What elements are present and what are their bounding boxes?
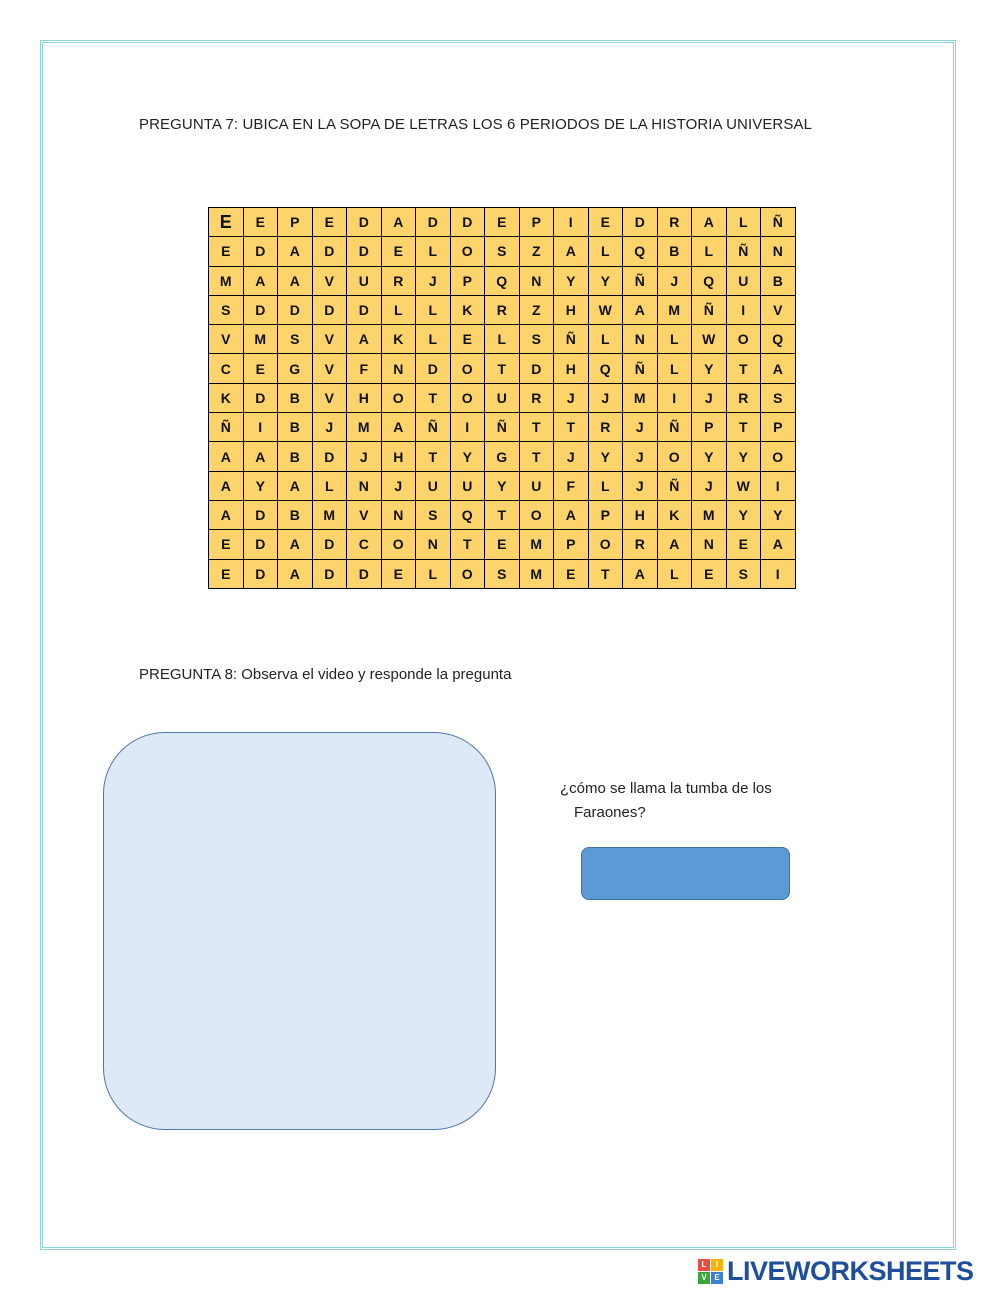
grid-cell[interactable]: Y	[761, 500, 796, 529]
grid-row	[209, 442, 796, 471]
grid-cell[interactable]: K	[209, 383, 244, 412]
grid-cell[interactable]: P	[278, 208, 313, 237]
grid-cell[interactable]: Y	[450, 442, 485, 471]
brand-name: LIVEWORKSHEETS	[727, 1255, 974, 1286]
grid-cell[interactable]: Ñ	[657, 413, 692, 442]
grid-cell[interactable]: M	[347, 413, 382, 442]
grid-cell[interactable]: E	[588, 208, 623, 237]
grid-cell[interactable]: Y	[588, 266, 623, 295]
grid-cell[interactable]: O	[450, 559, 485, 588]
grid-cell[interactable]: Z	[519, 237, 554, 266]
grid-cell[interactable]: Q	[485, 266, 520, 295]
grid-cell[interactable]: J	[623, 413, 658, 442]
grid-cell[interactable]: R	[588, 413, 623, 442]
grid-cell[interactable]: B	[657, 237, 692, 266]
grid-cell[interactable]: S	[278, 325, 313, 354]
grid-row	[209, 413, 796, 442]
grid-cell[interactable]: D	[243, 383, 278, 412]
grid-cell[interactable]: A	[209, 442, 244, 471]
grid-cell[interactable]: A	[209, 500, 244, 529]
grid-cell[interactable]: N	[623, 325, 658, 354]
grid-cell[interactable]: V	[209, 325, 244, 354]
grid-cell[interactable]: E	[381, 559, 416, 588]
grid-cell[interactable]: G	[485, 442, 520, 471]
grid-cell[interactable]: D	[278, 295, 313, 324]
grid-cell[interactable]: I	[726, 295, 761, 324]
grid-cell[interactable]: D	[243, 295, 278, 324]
grid-cell[interactable]: L	[312, 471, 347, 500]
grid-cell[interactable]: Ñ	[485, 413, 520, 442]
grid-cell[interactable]: L	[726, 208, 761, 237]
grid-cell[interactable]: A	[554, 237, 589, 266]
grid-cell[interactable]: N	[416, 530, 451, 559]
grid-cell[interactable]: Y	[692, 354, 727, 383]
question-line-1: ¿cómo se llama la tumba de los	[560, 780, 772, 797]
grid-cell[interactable]: Q	[692, 266, 727, 295]
grid-cell[interactable]: O	[588, 530, 623, 559]
grid-cell[interactable]: Q	[761, 325, 796, 354]
grid-cell[interactable]: W	[588, 295, 623, 324]
grid-cell[interactable]: L	[416, 295, 451, 324]
grid-cell[interactable]: B	[761, 266, 796, 295]
grid-cell[interactable]: I	[761, 559, 796, 588]
grid-cell[interactable]: A	[623, 295, 658, 324]
liveworksheets-brand	[698, 1254, 974, 1288]
grid-cell[interactable]: A	[243, 266, 278, 295]
grid-row	[209, 530, 796, 559]
grid-cell[interactable]: T	[554, 413, 589, 442]
grid-cell[interactable]: I	[657, 383, 692, 412]
grid-cell[interactable]: Y	[692, 442, 727, 471]
grid-cell[interactable]: V	[312, 354, 347, 383]
grid-cell[interactable]: T	[450, 530, 485, 559]
grid-cell[interactable]: B	[278, 413, 313, 442]
grid-cell[interactable]: L	[692, 237, 727, 266]
grid-cell[interactable]: N	[761, 237, 796, 266]
grid-cell[interactable]: L	[381, 295, 416, 324]
grid-cell[interactable]: O	[381, 383, 416, 412]
grid-cell[interactable]: R	[381, 266, 416, 295]
grid-cell[interactable]: W	[726, 471, 761, 500]
grid-cell[interactable]: A	[278, 559, 313, 588]
grid-cell[interactable]: Ñ	[761, 208, 796, 237]
grid-cell[interactable]: A	[623, 559, 658, 588]
grid-cell[interactable]: R	[623, 530, 658, 559]
grid-cell[interactable]: E	[450, 325, 485, 354]
grid-cell[interactable]: D	[416, 354, 451, 383]
grid-cell[interactable]: E	[209, 530, 244, 559]
grid-cell[interactable]: L	[588, 237, 623, 266]
grid-cell[interactable]: P	[554, 530, 589, 559]
grid-cell[interactable]: A	[381, 413, 416, 442]
grid-row	[209, 559, 796, 588]
grid-cell[interactable]: Ñ	[623, 354, 658, 383]
grid-cell[interactable]: T	[519, 442, 554, 471]
grid-cell[interactable]: D	[243, 559, 278, 588]
grid-cell[interactable]: D	[347, 237, 382, 266]
grid-cell[interactable]: M	[692, 500, 727, 529]
grid-cell[interactable]: J	[554, 442, 589, 471]
grid-cell[interactable]: D	[623, 208, 658, 237]
grid-cell[interactable]: B	[278, 442, 313, 471]
grid-cell[interactable]: M	[519, 530, 554, 559]
grid-cell[interactable]: U	[726, 266, 761, 295]
grid-cell[interactable]: E	[209, 237, 244, 266]
grid-cell[interactable]: O	[657, 442, 692, 471]
grid-cell[interactable]: Y	[243, 471, 278, 500]
grid-cell[interactable]: I	[450, 413, 485, 442]
grid-cell[interactable]: K	[657, 500, 692, 529]
grid-cell[interactable]: A	[278, 530, 313, 559]
grid-cell[interactable]: E	[381, 237, 416, 266]
grid-cell[interactable]: H	[623, 500, 658, 529]
grid-cell[interactable]: Z	[519, 295, 554, 324]
grid-row	[209, 500, 796, 529]
grid-cell[interactable]: M	[243, 325, 278, 354]
grid-cell[interactable]: S	[761, 383, 796, 412]
grid-cell[interactable]: I	[761, 471, 796, 500]
grid-cell[interactable]: B	[278, 500, 313, 529]
grid-cell[interactable]: I	[243, 413, 278, 442]
grid-cell[interactable]: L	[485, 325, 520, 354]
grid-cell[interactable]: Q	[588, 354, 623, 383]
grid-row	[209, 237, 796, 266]
grid-cell[interactable]: D	[312, 295, 347, 324]
grid-cell[interactable]: A	[761, 530, 796, 559]
grid-row	[209, 295, 796, 324]
grid-cell[interactable]: I	[554, 208, 589, 237]
grid-cell[interactable]: N	[381, 354, 416, 383]
answer-input[interactable]	[581, 847, 790, 900]
grid-cell[interactable]: U	[347, 266, 382, 295]
grid-cell[interactable]: D	[312, 559, 347, 588]
grid-cell[interactable]: J	[312, 413, 347, 442]
grid-cell[interactable]: Y	[588, 442, 623, 471]
grid-cell[interactable]: C	[209, 354, 244, 383]
grid-cell[interactable]: Y	[554, 266, 589, 295]
grid-cell[interactable]: A	[761, 354, 796, 383]
grid-row	[209, 208, 796, 237]
grid-cell[interactable]: G	[278, 354, 313, 383]
grid-cell[interactable]: O	[381, 530, 416, 559]
grid-cell[interactable]: S	[209, 295, 244, 324]
grid-row	[209, 383, 796, 412]
grid-cell[interactable]: R	[726, 383, 761, 412]
grid-cell[interactable]: A	[278, 237, 313, 266]
grid-cell[interactable]: N	[347, 471, 382, 500]
grid-cell[interactable]: H	[554, 295, 589, 324]
grid-cell[interactable]: T	[726, 354, 761, 383]
grid-cell[interactable]: C	[347, 530, 382, 559]
grid-cell[interactable]: L	[588, 471, 623, 500]
grid-cell[interactable]: E	[485, 530, 520, 559]
grid-cell[interactable]: H	[554, 354, 589, 383]
grid-cell[interactable]: H	[381, 442, 416, 471]
grid-cell[interactable]: J	[588, 383, 623, 412]
grid-cell[interactable]: M	[519, 559, 554, 588]
grid-cell[interactable]: N	[381, 500, 416, 529]
grid-cell[interactable]: D	[312, 442, 347, 471]
grid-cell[interactable]: J	[416, 266, 451, 295]
grid-cell[interactable]: S	[726, 559, 761, 588]
grid-cell[interactable]: W	[692, 325, 727, 354]
grid-cell[interactable]: J	[554, 383, 589, 412]
grid-cell[interactable]: M	[209, 266, 244, 295]
grid-cell[interactable]: L	[588, 325, 623, 354]
grid-cell[interactable]: U	[416, 471, 451, 500]
grid-cell[interactable]: J	[657, 266, 692, 295]
grid-cell[interactable]: T	[416, 383, 451, 412]
grid-cell[interactable]: Q	[450, 500, 485, 529]
grid-cell[interactable]: Ñ	[209, 413, 244, 442]
grid-cell[interactable]: D	[450, 208, 485, 237]
grid-cell[interactable]: T	[588, 559, 623, 588]
grid-cell[interactable]: L	[416, 237, 451, 266]
grid-cell[interactable]: O	[450, 383, 485, 412]
grid-cell[interactable]: J	[623, 442, 658, 471]
grid-row	[209, 471, 796, 500]
grid-cell[interactable]: A	[347, 325, 382, 354]
grid-cell[interactable]: E	[209, 559, 244, 588]
grid-cell[interactable]: L	[416, 559, 451, 588]
grid-cell[interactable]: P	[692, 413, 727, 442]
grid-cell[interactable]: R	[657, 208, 692, 237]
grid-cell[interactable]: D	[519, 354, 554, 383]
grid-cell[interactable]: Y	[726, 500, 761, 529]
grid-cell[interactable]: D	[347, 208, 382, 237]
grid-cell[interactable]: Ñ	[657, 471, 692, 500]
grid-cell[interactable]: J	[692, 471, 727, 500]
grid-cell[interactable]: D	[243, 530, 278, 559]
grid-cell[interactable]: D	[416, 208, 451, 237]
logo-letter: E	[711, 1272, 723, 1284]
grid-cell[interactable]: A	[209, 471, 244, 500]
grid-cell[interactable]: O	[726, 325, 761, 354]
grid-cell[interactable]: N	[692, 530, 727, 559]
question-text	[560, 777, 810, 825]
grid-cell[interactable]: P	[519, 208, 554, 237]
grid-cell[interactable]: M	[623, 383, 658, 412]
grid-cell[interactable]: Q	[623, 237, 658, 266]
grid-cell[interactable]: E	[726, 530, 761, 559]
grid-row	[209, 354, 796, 383]
grid-cell[interactable]: H	[347, 383, 382, 412]
grid-cell[interactable]: V	[761, 295, 796, 324]
grid-cell[interactable]: E	[243, 354, 278, 383]
grid-cell[interactable]: L	[657, 559, 692, 588]
grid-cell[interactable]: E	[692, 559, 727, 588]
grid-cell[interactable]: O	[450, 237, 485, 266]
grid-cell[interactable]: V	[347, 500, 382, 529]
question-8-title: PREGUNTA 8: Observa el video y responde la pregunta	[139, 666, 512, 683]
grid-cell[interactable]: Ñ	[623, 266, 658, 295]
grid-cell[interactable]: U	[485, 383, 520, 412]
grid-cell[interactable]: J	[692, 383, 727, 412]
grid-cell[interactable]: A	[243, 442, 278, 471]
grid-cell[interactable]: Ñ	[726, 237, 761, 266]
grid-cell[interactable]: A	[692, 208, 727, 237]
grid-cell[interactable]: U	[450, 471, 485, 500]
grid-cell[interactable]: A	[657, 530, 692, 559]
grid-cell[interactable]: E	[485, 208, 520, 237]
grid-row	[209, 325, 796, 354]
logo-letter: V	[698, 1272, 710, 1284]
grid-cell[interactable]: F	[554, 471, 589, 500]
grid-cell[interactable]: D	[312, 530, 347, 559]
grid-cell[interactable]: E	[312, 208, 347, 237]
grid-cell[interactable]: T	[519, 413, 554, 442]
grid-cell[interactable]: O	[450, 354, 485, 383]
grid-cell[interactable]: K	[381, 325, 416, 354]
grid-cell[interactable]: P	[761, 413, 796, 442]
grid-cell[interactable]: A	[554, 500, 589, 529]
grid-cell[interactable]: A	[381, 208, 416, 237]
liveworksheets-logo-icon	[698, 1259, 723, 1284]
grid-cell[interactable]: Y	[485, 471, 520, 500]
grid-cell[interactable]: Ñ	[692, 295, 727, 324]
grid-cell[interactable]: D	[347, 295, 382, 324]
grid-cell[interactable]: Ñ	[416, 413, 451, 442]
question-line-2: Faraones?	[574, 804, 646, 821]
grid-cell[interactable]: T	[726, 413, 761, 442]
grid-cell[interactable]: J	[623, 471, 658, 500]
logo-letter: L	[698, 1259, 710, 1271]
grid-cell[interactable]: R	[519, 383, 554, 412]
grid-cell[interactable]: O	[519, 500, 554, 529]
grid-cell[interactable]: D	[347, 559, 382, 588]
grid-row	[209, 266, 796, 295]
grid-cell[interactable]: E	[243, 208, 278, 237]
grid-cell[interactable]: T	[485, 500, 520, 529]
grid-cell[interactable]: R	[485, 295, 520, 324]
grid-cell[interactable]: A	[278, 471, 313, 500]
word-search-grid[interactable]	[208, 207, 796, 589]
grid-cell[interactable]: L	[657, 354, 692, 383]
video-player[interactable]	[103, 732, 496, 1130]
grid-cell[interactable]: N	[519, 266, 554, 295]
logo-letter: I	[711, 1259, 723, 1271]
grid-cell[interactable]: Ñ	[554, 325, 589, 354]
grid-cell[interactable]: D	[312, 237, 347, 266]
grid-cell[interactable]: S	[485, 237, 520, 266]
grid-cell[interactable]: E	[209, 208, 244, 237]
grid-cell[interactable]: K	[450, 295, 485, 324]
grid-cell[interactable]: J	[381, 471, 416, 500]
grid-cell[interactable]: L	[657, 325, 692, 354]
grid-cell[interactable]: V	[312, 325, 347, 354]
grid-cell[interactable]: Y	[726, 442, 761, 471]
grid-cell[interactable]: P	[450, 266, 485, 295]
grid-cell[interactable]: S	[416, 500, 451, 529]
grid-cell[interactable]: U	[519, 471, 554, 500]
grid-cell[interactable]: B	[278, 383, 313, 412]
grid-cell[interactable]: L	[416, 325, 451, 354]
grid-cell[interactable]: M	[657, 295, 692, 324]
grid-cell[interactable]: F	[347, 354, 382, 383]
grid-cell[interactable]: M	[312, 500, 347, 529]
grid-cell[interactable]: V	[312, 266, 347, 295]
grid-cell[interactable]: O	[761, 442, 796, 471]
grid-cell[interactable]: A	[278, 266, 313, 295]
grid-cell[interactable]: T	[485, 354, 520, 383]
grid-cell[interactable]: S	[485, 559, 520, 588]
grid-cell[interactable]: D	[243, 500, 278, 529]
question-7-title: PREGUNTA 7: UBICA EN LA SOPA DE LETRAS LOS 6 PERIODOS DE LA HISTORIA UNIVERSAL	[139, 116, 813, 133]
grid-cell[interactable]: D	[243, 237, 278, 266]
grid-cell[interactable]: T	[416, 442, 451, 471]
grid-cell[interactable]: S	[519, 325, 554, 354]
grid-cell[interactable]: P	[588, 500, 623, 529]
grid-cell[interactable]: J	[347, 442, 382, 471]
grid-cell[interactable]: V	[312, 383, 347, 412]
grid-cell[interactable]: E	[554, 559, 589, 588]
